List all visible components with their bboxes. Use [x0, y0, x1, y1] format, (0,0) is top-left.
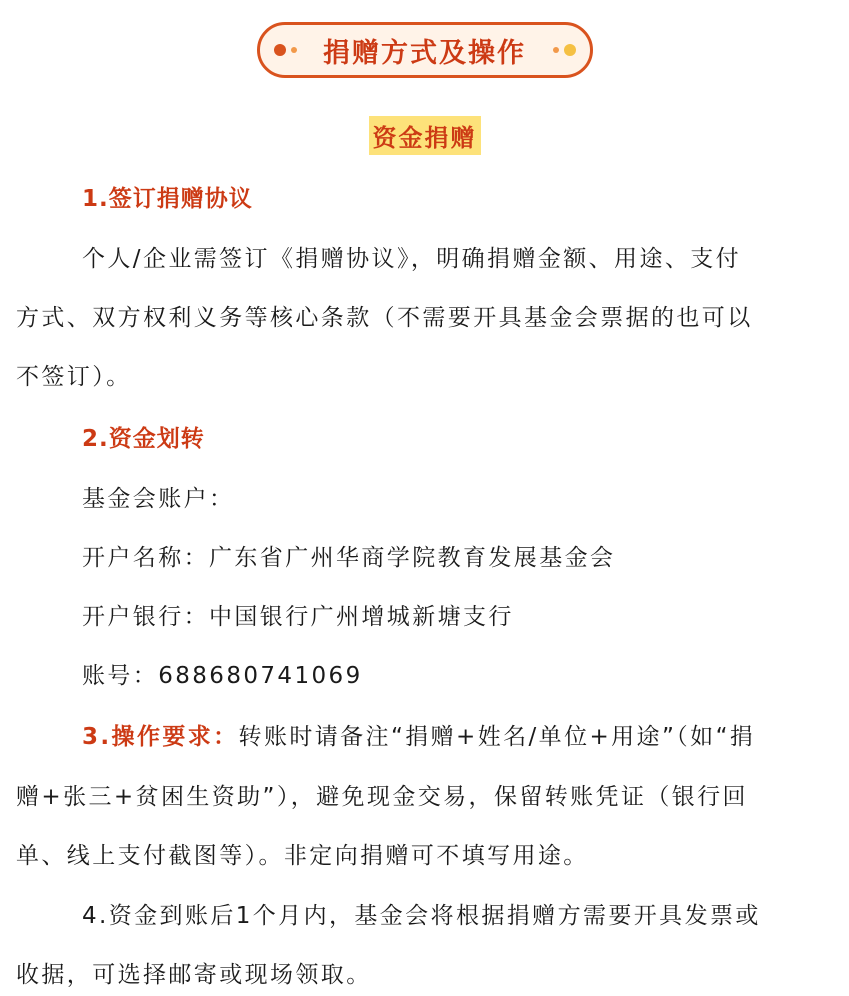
dot-yellow-icon — [564, 44, 576, 56]
account-name: 开户名称：广东省广州华商学院教育发展基金会 — [82, 545, 616, 571]
section3-line-1-text: 转账时请备注“捐赠+姓名/单位+用途”（如“捐 — [238, 724, 756, 750]
section3-line-1 — [82, 718, 755, 751]
decorative-dots-left-icon — [274, 44, 297, 56]
dot-orange-icon — [553, 47, 559, 53]
section1-line-2: 方式、双方权利义务等核心条款（不需要开具基金会票据的也可以 — [16, 305, 753, 331]
title-pill — [257, 22, 593, 78]
section1-line-1: 个人/企业需签订《捐赠协议》，明确捐赠金额、用途、支付 — [82, 246, 742, 272]
dot-orange-icon — [291, 47, 297, 53]
section-subtitle: 资金捐赠 — [369, 116, 481, 155]
subtitle-wrap — [0, 116, 849, 155]
section3-line-2: 赠+张三+贫困生资助”），避免现金交易，保留转账凭证（银行回 — [16, 784, 748, 810]
title-banner — [0, 22, 849, 78]
decorative-dots-right-icon — [553, 44, 576, 56]
section1-heading: 1.签订捐赠协议 — [82, 186, 253, 212]
section2-heading: 2.资金划转 — [82, 426, 205, 452]
operation-requirement-label: 3.操作要求： — [82, 724, 239, 750]
account-number: 账号：688680741069 — [82, 663, 363, 689]
section4-line-1: 4.资金到账后1个月内，基金会将根据捐赠方需要开具发票或 — [82, 903, 761, 929]
section4-line-2: 收据，可选择邮寄或现场领取。 — [16, 962, 372, 988]
bank-name: 开户银行：中国银行广州增城新塘支行 — [82, 604, 514, 630]
page-title: 捐赠方式及操作 — [323, 37, 526, 69]
dot-red-icon — [274, 44, 286, 56]
account-label: 基金会账户： — [82, 486, 235, 512]
section1-line-3: 不签订）。 — [16, 364, 132, 390]
section3-line-3: 单、线上支付截图等）。非定向捐赠可不填写用途。 — [16, 843, 589, 869]
